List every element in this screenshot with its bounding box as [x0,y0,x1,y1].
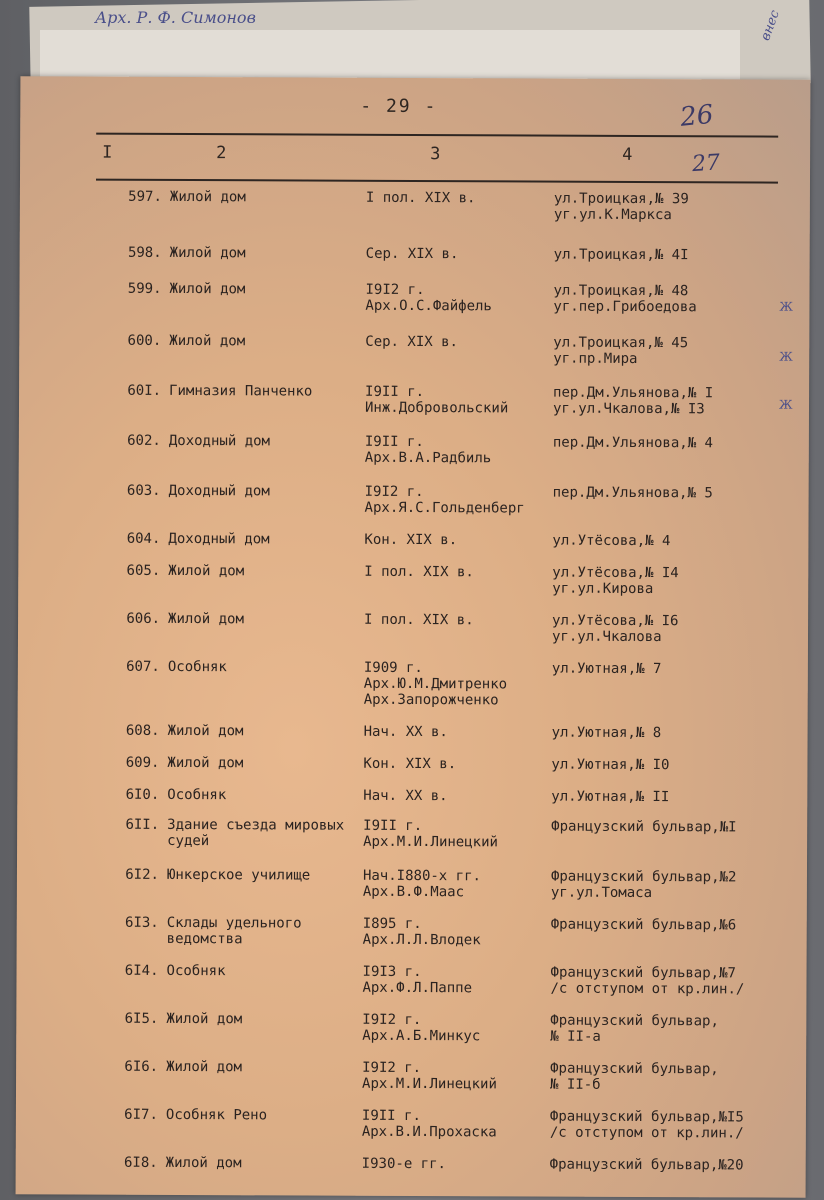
table-row [17,962,807,998]
pencil-mark-second: 27 [691,150,721,178]
building-name: Юнкерское училище [166,866,311,884]
pencil-mark-top: 26 [678,99,715,133]
column-header-1: I [102,142,113,163]
building-address: ул.Уютная,№ 8 [551,724,662,742]
entry-number: 6I8. [123,1154,158,1171]
building-name: Склады удельного ведомства [166,914,302,948]
table-row [20,244,810,264]
entry-number: 6I5. [124,1010,159,1027]
building-date: I9I2 г. Арх.О.С.Файфель [365,281,492,315]
margin-tick-mark: Ж [779,299,793,314]
building-address: Французский бульвар,№6 [550,916,737,934]
building-name: Жилой дом [169,332,246,350]
table-row [16,1010,806,1045]
building-date: I895 г. Арх.Л.Л.Влодек [362,915,481,949]
building-date: I9I2 г. Арх.Я.С.Гольденберг [364,483,525,517]
table-row [17,786,807,806]
building-name: Жилой дом [167,754,244,772]
table-row [19,332,809,367]
building-date: I9II г. Арх.В.А.Радбиль [364,433,492,467]
table-row [17,914,807,949]
entry-number: 597. [128,188,162,205]
building-name: Жилой дом [169,280,246,298]
building-address: Французский бульвар,№I [551,818,737,836]
building-date: I909 г. Арх.Ю.М.Дмитренко Арх.Запорожченко [363,659,508,709]
column-header-3: 3 [430,144,441,165]
building-name: Жилой дом [167,722,244,740]
table-row [18,610,808,646]
table-row [19,432,809,467]
building-name: Жилой дом [168,562,245,580]
handwritten-side-note: внес [758,8,783,43]
table-row [19,482,809,517]
building-date: I9I3 г. Арх.Ф.Л.Паппе [362,963,473,997]
register-table [16,76,811,1197]
table-row [19,382,809,418]
building-name: Жилой дом [169,244,246,262]
document-page [16,76,811,1197]
entry-number: 599. [127,280,162,297]
building-date: Нач. XX в. [363,787,448,805]
building-date: Кон. XIX в. [364,531,458,549]
table-row [18,530,808,550]
building-address: пер.Дм.Ульянова,№ 4 [552,434,714,452]
building-date: Кон. XIX в. [363,755,457,773]
building-name: Особняк [167,658,227,676]
building-date: I9II г. Арх.М.И.Линецкий [363,817,498,851]
building-date: Нач. XX в. [363,723,448,741]
building-address: ул.Троицкая,№ 45 уг.пр.Мира [553,334,689,367]
entry-number: 6II. [125,816,160,833]
entry-number: 6I7. [124,1106,158,1123]
entry-number: 600. [127,332,162,349]
table-row [18,722,808,742]
entry-number: 6I2. [125,866,159,883]
building-date: Сер. XIX в. [365,333,459,351]
entry-number: 6I6. [124,1058,159,1075]
table-row [17,866,807,902]
entry-number: 606. [126,610,161,627]
table-row [16,1058,806,1093]
building-date: I пол. XIX в. [364,563,474,581]
building-address: ул.Троицкая,№ 39 уг.ул.К.Маркса [553,190,689,224]
entry-number: 60I. [127,382,162,399]
building-name: Гимназия Панченко [169,382,313,400]
building-address: Французский бульвар, № II-а [550,1012,719,1045]
entry-number: 608. [125,722,160,739]
building-address: ул.Утёсова,№ I6 уг.ул.Чкалова [551,612,679,646]
table-row [17,754,807,774]
building-date: I9II г. Инж.Добровольский [364,383,509,417]
entry-number: 598. [127,244,162,261]
building-address: Французский бульвар,№7 /с отступом от кр.лин./ [550,964,745,998]
entry-number: 604. [126,530,161,547]
table-row [18,562,808,598]
column-header-2: 2 [216,143,227,164]
building-address: ул.Уютная,№ II [551,788,670,806]
entry-number: 607. [126,658,160,675]
building-address: ул.Троицкая,№ 4I [553,246,689,264]
building-name: Особняк Рено [165,1106,268,1124]
building-address: пер.Дм.Ульянова,№ I уг.ул.Чкалова,№ I3 [552,384,714,418]
building-date: I пол. XIX в. [364,611,474,629]
building-name: Особняк [167,786,227,804]
building-date: I9II г. Арх.В.И.Прохаска [361,1107,497,1141]
building-name: Жилой дом [165,1154,242,1172]
building-name: Жилой дом [168,610,244,628]
building-address: Французский бульвар,№I5 /с отступом от кр.лин./ [549,1108,744,1142]
entry-number: 602. [127,432,161,449]
entry-number: 605. [126,562,161,579]
margin-tick-mark: Ж [778,397,793,412]
entry-number: 603. [126,482,161,499]
margin-tick-mark: Ж [779,349,793,364]
table-row [17,816,807,851]
building-address: ул.Утёсова,№ I4 уг.ул.Кирова [552,564,679,598]
building-name: Доходный дом [168,432,271,450]
entry-number: 6I3. [124,914,159,931]
building-address: Французский бульвар, № II-б [550,1060,719,1093]
handwritten-note: Арх. Р. Ф. Симонов [95,8,256,27]
table-row [20,188,810,224]
building-address: Французский бульвар,№2 уг.ул.Томаса [550,868,737,902]
building-date: I пол. XIX в. [365,189,476,207]
building-address: пер.Дм.Ульянова,№ 5 [552,484,713,502]
table-row [16,1154,806,1174]
building-address: ул.Уютная,№ I0 [551,756,670,774]
building-address: ул.Троицкая,№ 48 уг.пер.Грибоедова [553,282,697,316]
entry-number: 6I0. [125,786,160,803]
table-row [20,280,810,316]
building-address: ул.Уютная,№ 7 [551,660,662,678]
building-address: Французский бульвар,№20 [549,1156,744,1174]
building-name: Жилой дом [166,1058,243,1076]
building-name: Здание съезда мировых судей [167,816,345,850]
building-name: Доходный дом [168,482,270,500]
building-date: I930-е гг. [361,1155,447,1173]
entry-number: 6I4. [124,962,159,979]
table-row [16,1106,806,1142]
building-date: I9I2 г. Арх.М.И.Линецкий [362,1059,497,1093]
building-name: Доходный дом [168,530,270,548]
building-name: Особняк [166,962,226,980]
building-date: Сер. XIX в. [365,245,459,263]
building-name: Жилой дом [169,188,246,206]
building-date: Нач.I880-х гг. Арх.В.Ф.Маас [362,867,482,901]
building-address: ул.Утёсова,№ 4 [552,532,671,550]
building-name: Жилой дом [166,1010,243,1028]
column-header-4: 4 [622,144,633,165]
entry-number: 609. [125,754,160,771]
building-date: I9I2 г. Арх.А.Б.Минкус [362,1011,481,1045]
page-number: - 29 - [360,95,438,118]
table-row [18,658,808,709]
